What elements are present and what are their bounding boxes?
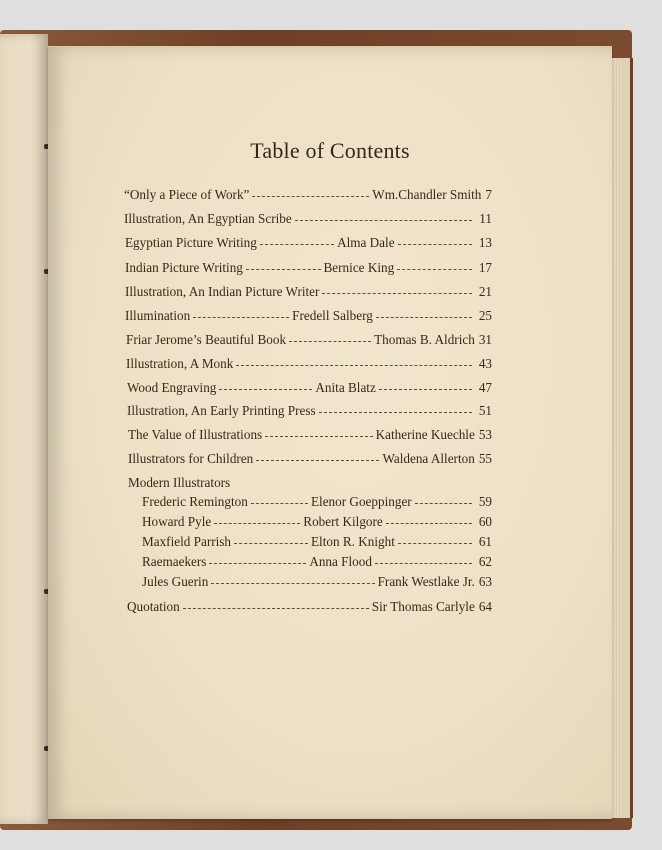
toc-entry	[126, 332, 492, 348]
entry-author: Elton R. Knight	[310, 534, 395, 549]
toc-entry	[125, 260, 492, 276]
toc-sub-entry	[142, 574, 492, 590]
entry-title: Illustration, An Early Printing Press	[127, 403, 316, 418]
dot-leader	[376, 317, 472, 318]
entry-page: 60	[478, 514, 492, 529]
entry-title: Maxfield Parrish	[142, 534, 231, 549]
toc-entry	[125, 235, 492, 251]
entry-page: 13	[478, 235, 492, 250]
entry-title: Friar Jerome’s Beautiful Book	[126, 332, 287, 347]
entry-author: Sir Thomas Carlyle	[371, 599, 475, 614]
dot-leader	[295, 220, 473, 221]
dot-leader	[386, 523, 472, 524]
entry-page: 61	[478, 534, 493, 549]
entry-page: 53	[478, 427, 492, 442]
toc-entry	[127, 599, 492, 615]
entry-page: 25	[478, 308, 492, 323]
toc-sub-entry	[142, 514, 492, 530]
left-facing-page	[0, 34, 48, 824]
dot-leader	[319, 412, 472, 413]
dot-leader	[211, 583, 374, 584]
entry-title: Wood Engraving	[127, 380, 217, 395]
entry-title: Illumination	[125, 308, 191, 323]
entry-author: Thomas B. Aldrich	[374, 332, 475, 347]
dot-leader	[256, 460, 379, 461]
toc-sub-entry	[142, 494, 492, 510]
entry-title: Illustration, An Indian Picture Writer	[125, 284, 320, 299]
entry-author: Katherine Kuechle	[375, 427, 475, 442]
dot-leader	[260, 244, 334, 245]
entry-page: 31	[478, 332, 492, 347]
toc-entry	[126, 356, 492, 372]
entry-page: 51	[478, 403, 492, 418]
entry-author: Anna Flood	[309, 554, 372, 569]
entry-page: 43	[478, 356, 492, 371]
dot-leader	[234, 543, 308, 544]
dot-leader	[219, 389, 312, 390]
entry-page: 17	[478, 260, 493, 275]
dot-leader	[398, 244, 472, 245]
dot-leader	[209, 563, 306, 564]
entry-page: 21	[478, 284, 492, 299]
entry-title: Illustration, An Egyptian Scribe	[124, 211, 292, 226]
entry-author: Anita Blatz	[315, 380, 376, 395]
entry-page: 63	[478, 574, 492, 589]
dot-leader	[236, 365, 471, 366]
dot-leader	[415, 503, 472, 504]
entry-page: 62	[478, 554, 493, 569]
section-heading: Modern Illustrators	[128, 475, 231, 490]
toc-entry	[127, 403, 492, 419]
entry-title: Quotation	[127, 599, 180, 614]
dot-leader	[398, 543, 472, 544]
dot-leader	[397, 269, 472, 270]
entry-author: Wm.Chandler Smith	[372, 187, 482, 202]
entry-author: Robert Kilgore	[303, 514, 383, 529]
entry-author: Elenor Goeppinger	[310, 494, 412, 509]
toc-entry	[124, 187, 492, 203]
entry-author: Frank Westlake Jr.	[377, 574, 475, 589]
dot-leader	[379, 389, 472, 390]
entry-page: 11	[479, 211, 492, 226]
entry-title: Jules Guerin	[142, 574, 209, 589]
toc-sub-entry	[142, 554, 492, 570]
entry-title: Frederic Remington	[142, 494, 248, 509]
entry-page: 55	[478, 451, 492, 466]
entry-title: “Only a Piece of Work”	[124, 187, 250, 202]
toc-entry	[128, 451, 492, 467]
entry-title: Illustrators for Children	[128, 451, 254, 466]
dot-leader	[265, 436, 372, 437]
entry-page: 59	[478, 494, 493, 509]
entry-title: Illustration, A Monk	[126, 356, 234, 371]
dot-leader	[246, 269, 321, 270]
entry-title: Indian Picture Writing	[125, 260, 243, 275]
entry-author: Alma Dale	[337, 235, 395, 250]
entry-author: Fredell Salberg	[292, 308, 373, 323]
dot-leader	[252, 196, 369, 197]
entry-author: Waldena Allerton	[382, 451, 475, 466]
entry-page: 64	[478, 599, 492, 614]
entry-title: Raemaekers	[142, 554, 207, 569]
dot-leader	[251, 503, 308, 504]
dot-leader	[375, 563, 472, 564]
entry-page: 7	[485, 187, 492, 202]
page-title: Table of Contents	[250, 138, 410, 163]
dot-leader	[214, 523, 300, 524]
entry-author: Bernice King	[323, 260, 395, 275]
entry-title: The Value of Illustrations	[128, 427, 263, 442]
toc-entry	[128, 427, 492, 443]
toc-entry	[127, 380, 492, 396]
entry-page: 47	[478, 380, 492, 395]
dot-leader	[289, 341, 371, 342]
entry-title: Egyptian Picture Writing	[125, 235, 257, 250]
toc-entry	[124, 211, 492, 227]
toc-sub-entry	[142, 534, 492, 550]
dot-leader	[193, 317, 289, 318]
dot-leader	[183, 608, 369, 609]
entry-title: Howard Pyle	[142, 514, 212, 529]
dot-leader	[322, 293, 471, 294]
toc-entry	[125, 284, 492, 300]
toc-entry	[125, 308, 492, 324]
